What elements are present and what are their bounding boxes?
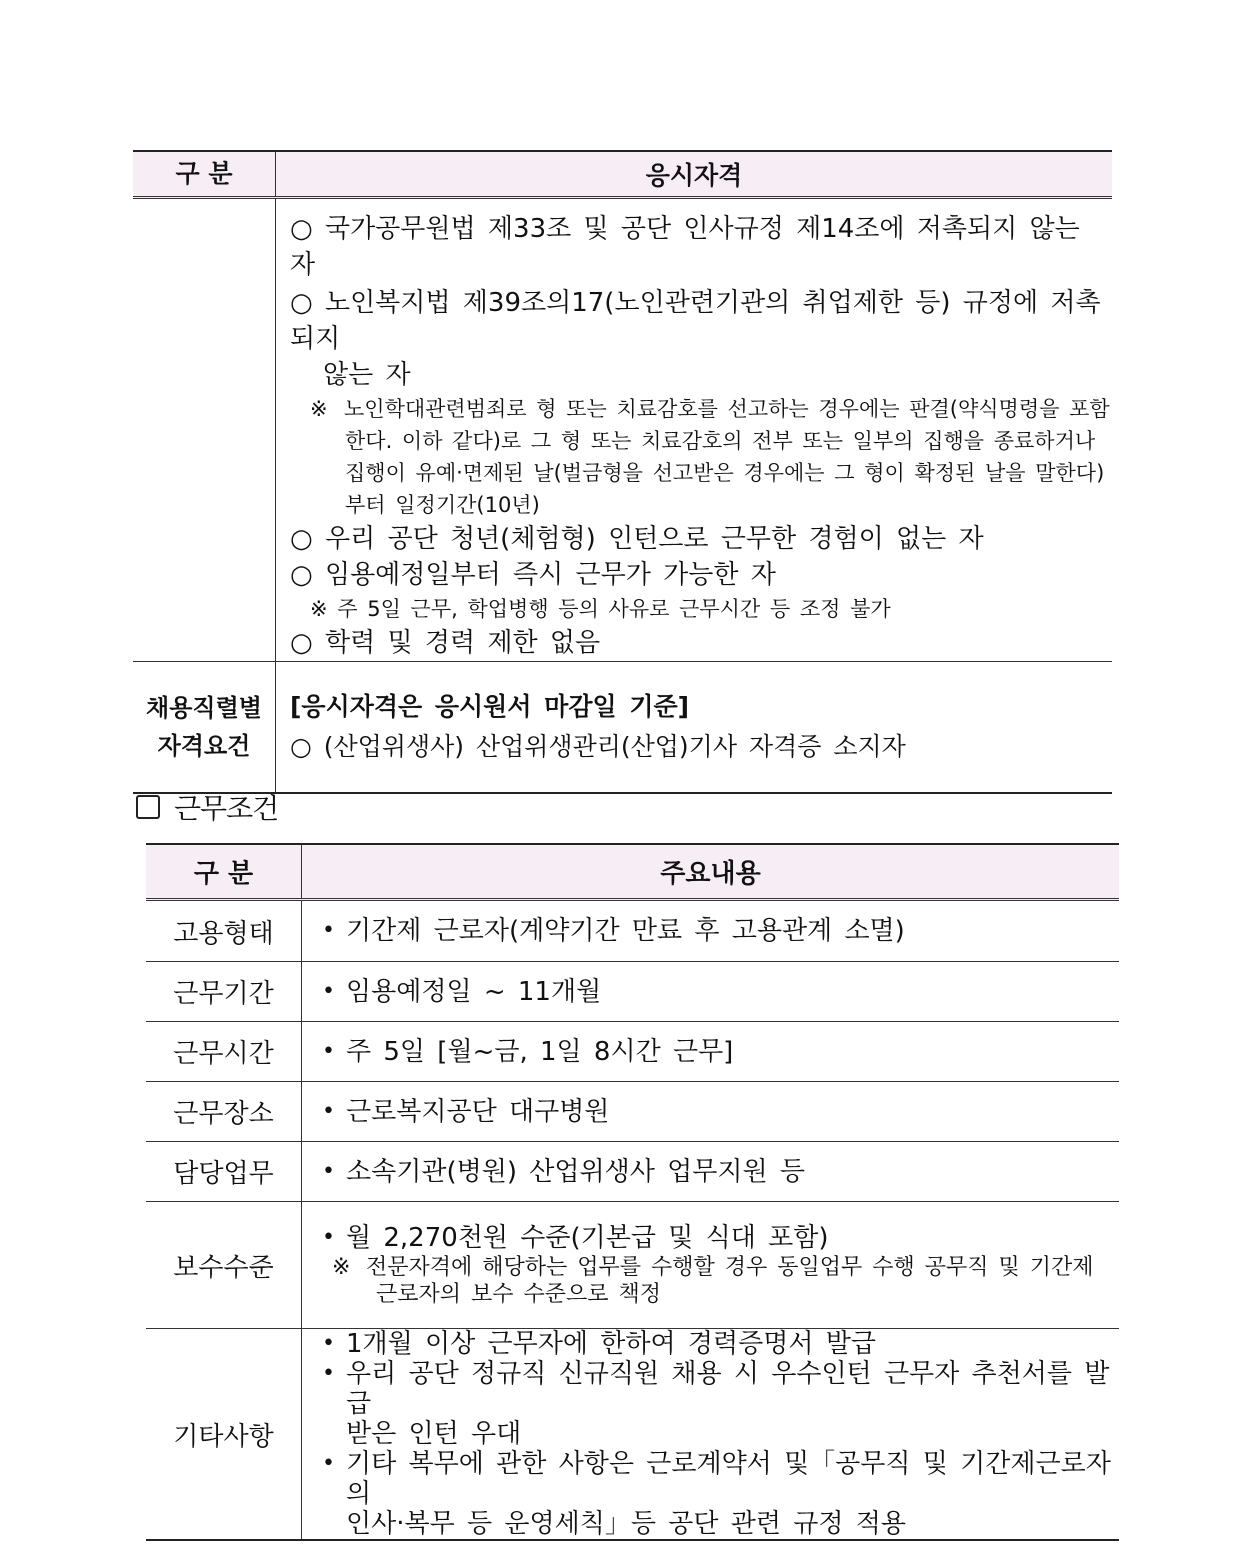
table-row	[146, 962, 1119, 1022]
note-line: 전문자격에 해당하는 업무를 수행할 경우 동일업무 수행 공무직 및 기간제	[366, 1255, 1094, 1280]
requirement-basis: [응시자격은 응시원서 마감일 기준]	[290, 692, 690, 721]
section-title: 근무조건	[174, 792, 279, 825]
note-line: 한다. 이하 같다)로 그 형 또는 치료감호의 전부 또는 일부의 집행을 종료하거나	[345, 429, 1096, 453]
qualification-item: ○ 국가공무원법 제33조 및 공단 인사규정 제14조에 저촉되지 않는 자	[290, 214, 1080, 280]
row-text	[322, 1449, 1119, 1539]
row-text: • 근로복지공단 대구병원	[322, 1096, 1119, 1128]
row-label: 근무장소	[146, 1082, 302, 1142]
job-requirement-label	[133, 662, 276, 794]
row-label: 근무시간	[146, 1022, 302, 1082]
qualification-table	[133, 150, 1112, 794]
row-text: • 1개월 이상 근무자에 한하여 경력증명서 발급	[322, 1329, 1119, 1359]
row-text: • 월 2,270천원 수준(기본급 및 식대 포함)	[322, 1222, 1119, 1254]
qualification-item: ○ 우리 공단 청년(체험형) 인턴으로 근무한 경험이 없는 자	[290, 524, 984, 554]
table-row	[146, 1082, 1119, 1142]
note-line: 부터 일정기간(10년)	[345, 493, 540, 517]
text-line: • 우리 공단 정규직 신규직원 채용 시 우수인턴 근무자 추천서를 발급	[346, 1359, 1110, 1419]
table-row	[146, 1142, 1119, 1202]
note-line: 근로자의 보수 수준으로 책정	[376, 1282, 662, 1307]
header-qualification: 응시자격	[276, 151, 1113, 198]
text-line: • 기타 복무에 관한 사항은 근로계약서 및「공무직 및 기간제근로자의	[346, 1449, 1111, 1509]
qualification-item: ○ 노인복지법 제39조의17(노인관련기관의 취업제한 등) 규정에 저촉되지	[290, 288, 1101, 354]
text-line: 인사‧복무 등 운영세칙」등 공단 관련 규정 적용	[346, 1509, 906, 1539]
row-label: 근무기간	[146, 962, 302, 1022]
qualification-note: ※ 주 5일 근무, 학업병행 등의 사유로 근무시간 등 조정 불가	[310, 597, 891, 621]
section-heading	[136, 787, 278, 827]
row-text: • 주 5일 [월~금, 1일 8시간 근무]	[322, 1036, 1119, 1068]
note-line: 집행이 유예‧면제된 날(벌금형을 선고받은 경우에는 그 형이 확정된 날을 말한다)	[345, 461, 1105, 485]
table-row	[146, 1022, 1119, 1082]
row-label: 담당업무	[146, 1142, 302, 1202]
note-mark: ※	[332, 1255, 351, 1280]
header-category: 구 분	[133, 151, 276, 198]
qualification-item-cont: 않는 자	[323, 360, 411, 390]
table-row	[146, 900, 1119, 962]
general-qualification-cell	[276, 198, 1113, 662]
row-label: 고용형태	[146, 900, 302, 962]
row-text: • 소속기관(병원) 산업위생사 업무지원 등	[322, 1156, 1119, 1188]
qualification-item: ○ 학력 및 경력 제한 없음	[290, 628, 601, 658]
row-label: 기타사항	[146, 1329, 302, 1541]
label-line: 채용직렬별	[146, 694, 262, 722]
row-text: • 기간제 근로자(계약기간 만료 후 고용관계 소멸)	[322, 915, 1119, 947]
qualification-item: ○ 임용예정일부터 즉시 근무가 가능한 자	[290, 560, 776, 590]
header-category: 구 분	[146, 844, 302, 900]
requirement-item: ○ (산업위생사) 산업위생관리(산업)기사 자격증 소지자	[290, 732, 906, 761]
checkbox-square-icon	[136, 795, 160, 819]
row-note	[322, 1254, 1119, 1308]
work-conditions-table	[146, 843, 1119, 1541]
general-label-cell	[133, 198, 276, 662]
note-line: 노인학대관련범죄로 형 또는 치료감호를 선고하는 경우에는 판결(약식명령을 포함	[344, 397, 1110, 421]
header-content: 주요내용	[302, 844, 1120, 900]
text-line: 받은 인턴 우대	[346, 1419, 522, 1449]
row-text	[322, 1359, 1119, 1449]
row-label: 보수수준	[146, 1202, 302, 1329]
row-text: • 임용예정일 ~ 11개월	[322, 976, 1119, 1008]
label-line: 자격요건	[157, 732, 251, 760]
job-requirement-cell	[276, 662, 1113, 794]
note-mark: ※	[310, 397, 328, 421]
qualification-note	[290, 393, 1112, 521]
table-row	[146, 1202, 1119, 1329]
table-row	[146, 1329, 1119, 1541]
